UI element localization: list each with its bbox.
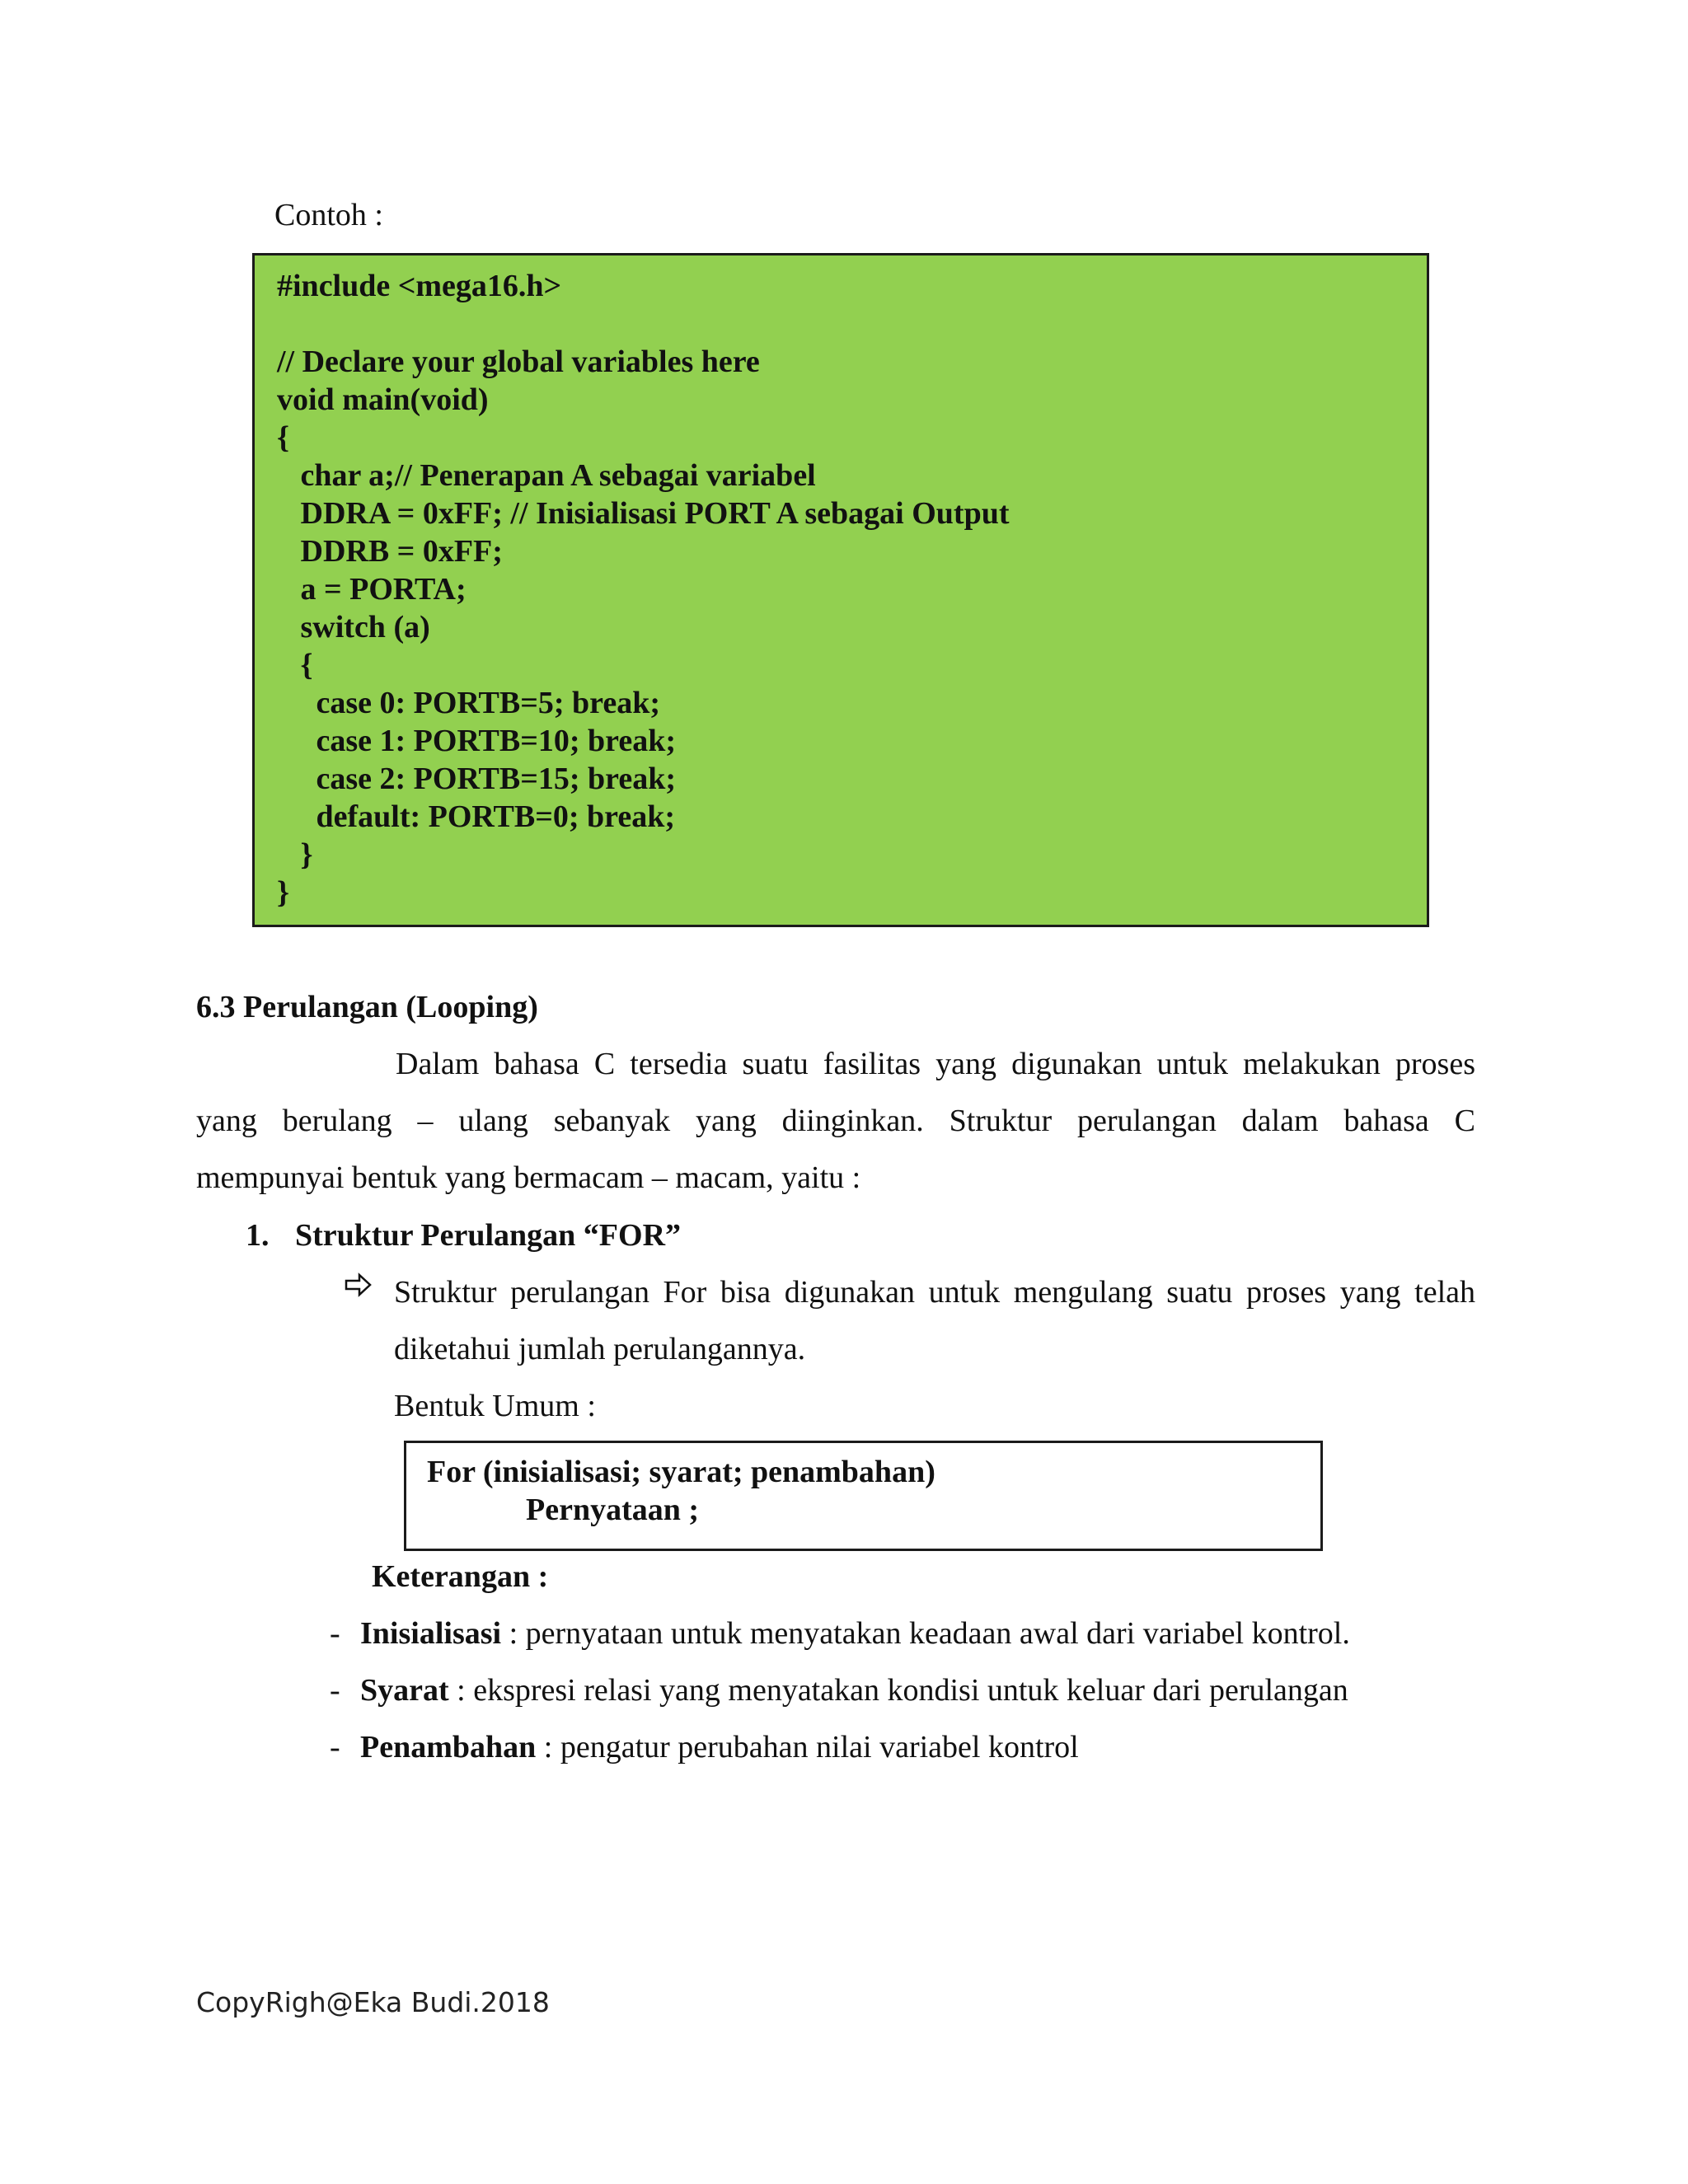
term: Inisialisasi <box>360 1616 502 1651</box>
term-description: : ekspresi relasi yang menyatakan kondisi untuk keluar dari perulangan <box>448 1673 1348 1708</box>
code-line: // Declare your global variables here <box>277 344 760 379</box>
code-line: case 1: PORTB=10; break; <box>277 724 677 758</box>
code-line: char a;// Penerapan A sebagai variabel <box>277 458 816 493</box>
paragraph-line: Dalam bahasa C tersedia suatu fasilitas yang digunakan untuk melakukan proses <box>396 1047 1475 1081</box>
term: Syarat <box>360 1673 449 1708</box>
list-item <box>330 1670 1348 1711</box>
list-item <box>330 1727 1079 1768</box>
description-line: diketahui jumlah perulangannya. <box>394 1332 806 1366</box>
code-line: { <box>277 420 289 455</box>
list-item <box>330 1613 1350 1654</box>
example-label: Contoh : <box>274 198 383 232</box>
term-description: : pernyataan untuk menyatakan keadaan awal dari variabel kontrol. <box>501 1616 1350 1651</box>
section-heading: 6.3 Perulangan (Looping) <box>196 990 538 1024</box>
code-line: a = PORTA; <box>277 572 467 607</box>
code-line: DDRA = 0xFF; // Inisialisasi PORT A sebagai Output <box>277 496 1010 531</box>
syntax-line: Pernyataan ; <box>526 1493 700 1527</box>
dash-marker: - <box>330 1616 340 1651</box>
dash-marker: - <box>330 1730 340 1765</box>
code-line: { <box>277 648 313 682</box>
code-line: case 2: PORTB=15; break; <box>277 762 677 796</box>
code-line: default: PORTB=0; break; <box>277 799 675 834</box>
paragraph-line: yang berulang – ulang sebanyak yang diinginkan. Struktur perulangan dalam bahasa C <box>196 1104 1475 1138</box>
bentuk-umum-label: Bentuk Umum : <box>394 1389 596 1423</box>
code-line: } <box>277 837 313 872</box>
keterangan-label: Keterangan : <box>372 1559 549 1594</box>
list-number: 1. <box>246 1218 270 1253</box>
syntax-line: For (inisialisasi; syarat; penambahan) <box>427 1455 935 1489</box>
footer-copyright: CopyRigh@Eka Budi.2018 <box>196 1986 550 2018</box>
code-line: void main(void) <box>277 382 489 417</box>
code-line: case 0: PORTB=5; break; <box>277 686 661 720</box>
paragraph-line: mempunyai bentuk yang bermacam – macam, yaitu : <box>196 1160 861 1195</box>
term: Penambahan <box>360 1730 537 1765</box>
list-item-title: Struktur Perulangan “FOR” <box>295 1218 682 1253</box>
code-line: } <box>277 875 289 910</box>
code-line: DDRB = 0xFF; <box>277 534 503 569</box>
dash-marker: - <box>330 1673 340 1708</box>
hollow-arrow-right-icon <box>345 1272 373 1297</box>
syntax-box <box>404 1441 1323 1551</box>
term-description: : pengatur perubahan nilai variabel kontrol <box>536 1730 1079 1765</box>
code-example-box <box>252 253 1429 927</box>
code-line: #include <mega16.h> <box>277 269 562 303</box>
description-line: Struktur perulangan For bisa digunakan untuk mengulang suatu proses yang telah <box>394 1275 1475 1310</box>
code-line: switch (a) <box>277 610 430 644</box>
